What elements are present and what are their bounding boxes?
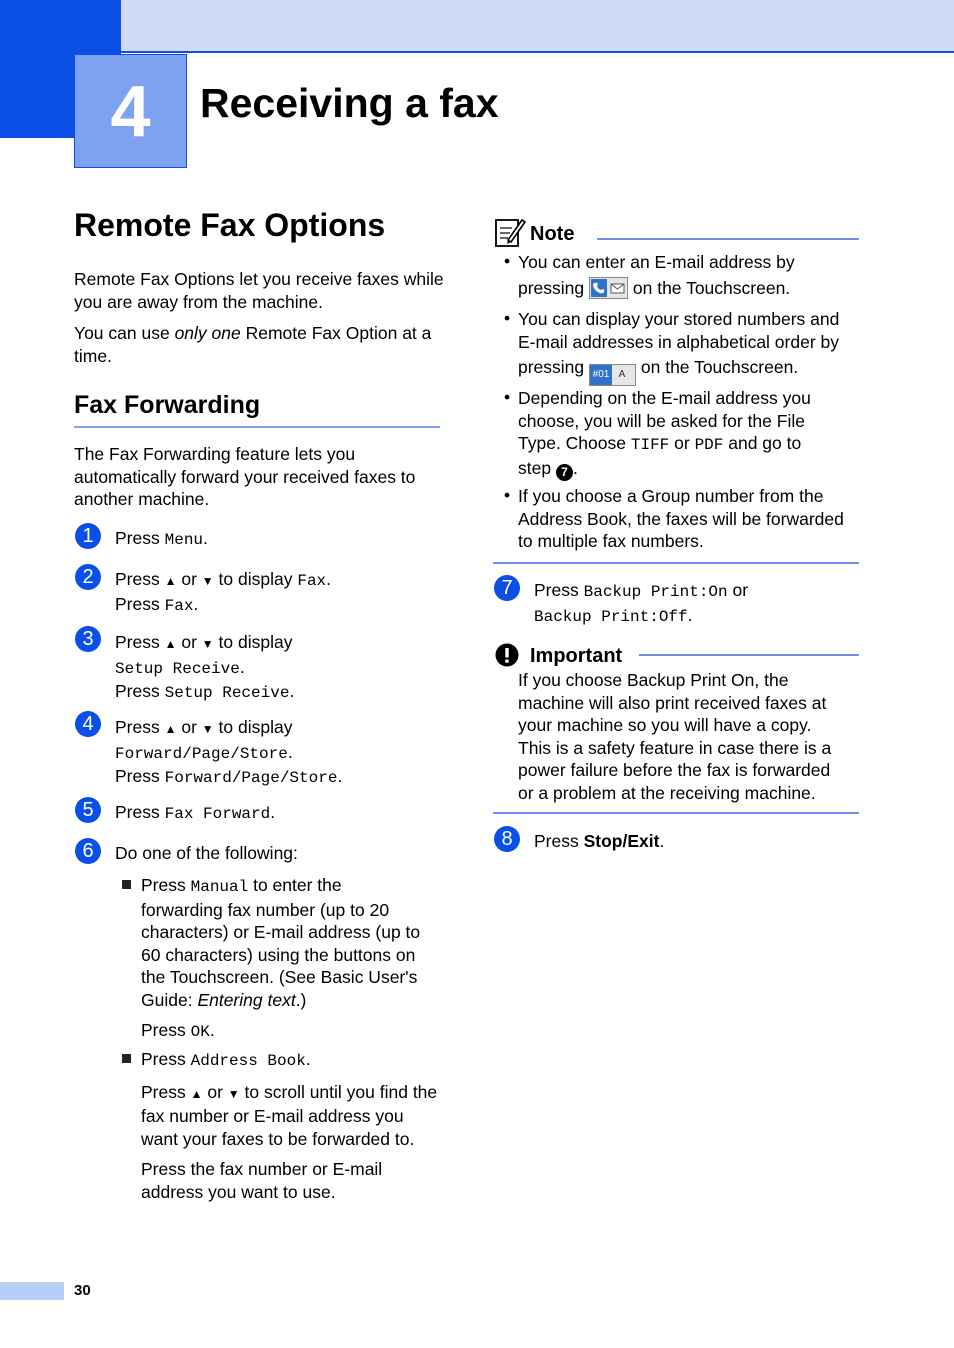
step-8-text: Press Stop/Exit. (534, 831, 665, 851)
phone-email-icon (589, 277, 628, 299)
step-6-option-manual: Press Manual to enter the forwarding fax number (up to 20 characters) or E-mail address (up to 60 characters) using the buttons on the Touchscreen. (See Basic User's Guide: Entering text.) Press OK. (122, 874, 452, 1044)
note-bullet-3: Depending on the E-mail address you choose, you will be asked for the File Type. Choose TIFF or PDF and go to step 7 . (518, 388, 811, 479)
step-number-5: 5 (75, 797, 101, 823)
step-1-text: Press Menu. (115, 528, 208, 549)
chapter-title: Receiving a fax (200, 80, 499, 126)
down-arrow-icon: ▼ (201, 722, 214, 736)
note-bullet-marker: • (504, 308, 511, 328)
step-7-text: Press Backup Print:On or Backup Print:Off. (534, 580, 749, 626)
up-arrow-icon: ▲ (190, 1086, 203, 1101)
down-arrow-icon: ▼ (201, 637, 214, 651)
note-bullet-marker: • (504, 387, 511, 407)
step-3-text: Press ▲ or ▼ to display Setup Receive. Press Setup Receive. (115, 632, 295, 702)
section-title: Remote Fax Options (74, 207, 386, 243)
square-bullet-icon (122, 880, 131, 889)
note-bottom-rule (493, 562, 859, 564)
subsection-intro: The Fax Forwarding feature lets you automatically forward your received faxes to another machine. (74, 444, 416, 509)
section-intro-2: You can use only one Remote Fax Option at a time. (74, 323, 432, 366)
step-2-text: Press ▲ or ▼ to display Fax. Press Fax. (115, 569, 332, 615)
note-bullet-4: If you choose a Group number from the Address Book, the faxes will be forwarded to multiple fax numbers. (518, 486, 844, 551)
step-number-2: 2 (75, 564, 101, 590)
important-title: Important (530, 645, 623, 667)
down-arrow-icon: ▼ (227, 1086, 240, 1101)
step-number-8: 8 (494, 826, 520, 852)
note-bullet-marker: • (504, 485, 511, 505)
note-bullet-2: You can display your stored numbers and E-mail addresses in alphabetical order by pressing #01 A on the Touchscreen. (518, 308, 863, 386)
down-arrow-icon: ▼ (201, 574, 214, 588)
subsection-rule (74, 426, 440, 428)
important-title-rule (639, 654, 859, 656)
step-7-reference-icon: 7 (556, 464, 573, 481)
chapter-number: 4 (74, 54, 187, 168)
page-number: 30 (74, 1282, 91, 1299)
important-exclamation-icon (495, 643, 519, 667)
up-arrow-icon: ▲ (164, 637, 177, 651)
important-bottom-rule (493, 812, 859, 814)
note-bullet-1: You can enter an E-mail address by pressing on the Touchscreen. (518, 252, 795, 298)
footer-band (0, 1282, 64, 1300)
step-4-text: Press ▲ or ▼ to display Forward/Page/Store. Press Forward/Page/Store. (115, 717, 343, 787)
step-number-6: 6 (75, 838, 101, 864)
note-pencil-icon (494, 216, 526, 248)
square-bullet-icon (122, 1054, 131, 1063)
step-6-text: Do one of the following: (115, 843, 298, 863)
step-5-text: Press Fax Forward. (115, 802, 276, 823)
subsection-title: Fax Forwarding (74, 391, 261, 419)
step-number-7: 7 (494, 575, 520, 601)
section-intro-1: Remote Fax Options let you receive faxes while you are away from the machine. (74, 269, 444, 312)
note-title-rule (597, 238, 859, 240)
step-number-4: 4 (75, 711, 101, 737)
sort-order-icon: #01 A (589, 364, 636, 386)
step-number-1: 1 (75, 523, 101, 549)
up-arrow-icon: ▲ (164, 722, 177, 736)
header-rule (121, 51, 954, 53)
step-6-option-address-book: Press Address Book. Press ▲ or ▼ to scroll until you find the fax number or E-mail address you want your faxes to be forwarded to. Press the fax number or E-mail address you want to use. (122, 1048, 452, 1203)
note-bullet-marker: • (504, 251, 511, 271)
important-text: If you choose Backup Print On, the machine will also print received faxes at your machine so you will have a copy. This is a safety feature in case there is a power failure before the fax is forwarded or a problem at the receiving machine. (518, 670, 832, 803)
step-number-3: 3 (75, 626, 101, 652)
header-band (0, 0, 954, 52)
up-arrow-icon: ▲ (164, 574, 177, 588)
note-title: Note (530, 223, 575, 245)
